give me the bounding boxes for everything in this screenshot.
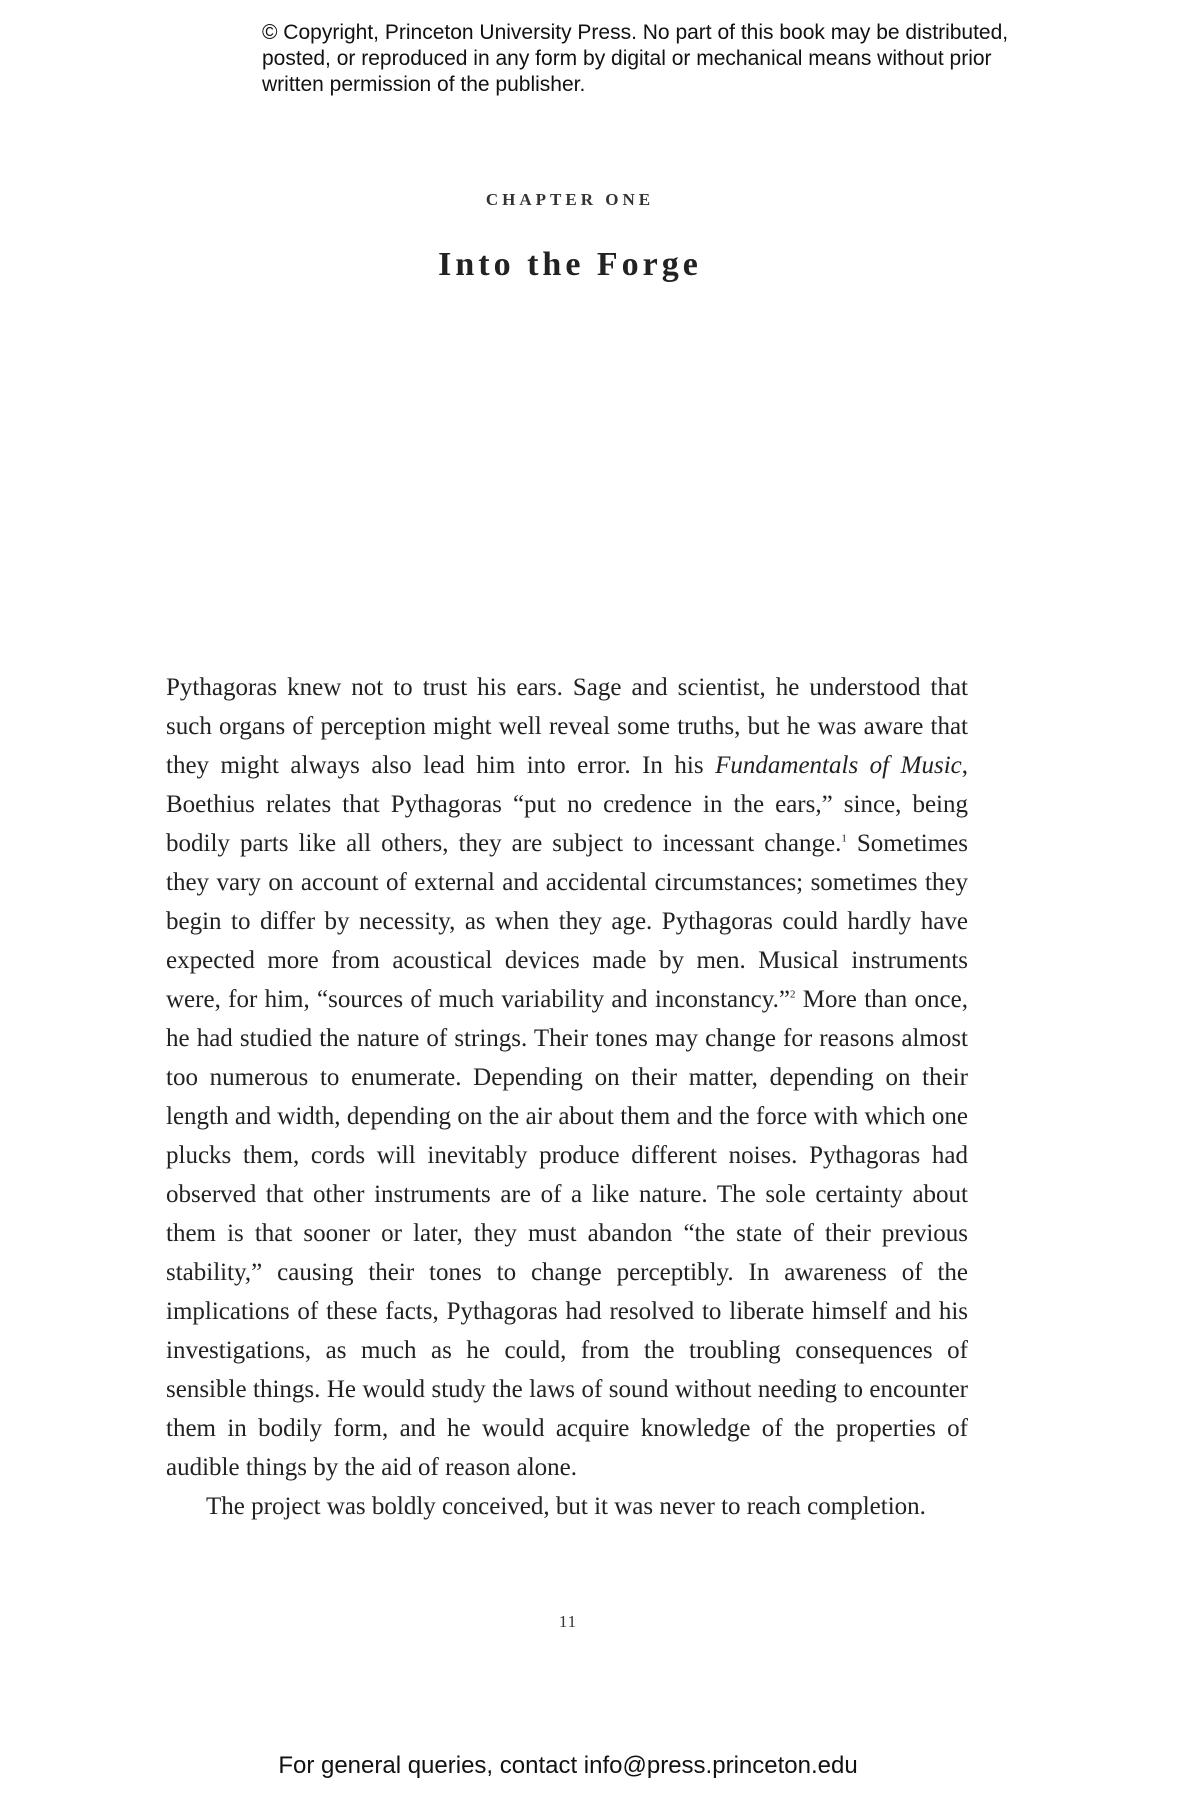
paragraph-1-text-d: More than once, he had studied the nature of strings. Their tones may change for reasons almost too numerous to enumerate. Depending on their matter, depending on their length and width, depending on the air about them and the force with which one plucks them, cords will inevitably produce different noises. Pythagoras had observed that other instruments are of a like nature. The sole certainty about them is that sooner or later, they must abandon “the state of their previous stability,” causing their tones to change perceptibly. In awareness of the implications of these facts, Pythagoras had resolved to liberate himself and his investigations, as much as he could, from the troubling consequences of sensible things. He would study the laws of sound without needing to encounter them in bodily form, and he would acquire knowledge of the properties of audible things by the aid of reason alone. xyxy=(166,986,968,1481)
contact-line: For general queries, contact info@press.princeton.edu xyxy=(278,1752,858,1779)
paragraph-1-text-a: Pythagoras knew not to trust his ears. Sage and scientist, he understood that such organs of perception might well reveal some truths, but he was aware that they might always also lead him into error. In his xyxy=(166,674,968,779)
paragraph-1-text-b: , Boethius relates that Pythagoras “put no credence in the ears,” since, being bodily parts like all others, they are subject to incessant change. xyxy=(166,752,968,857)
paragraph-1 xyxy=(166,668,968,1487)
body-text xyxy=(166,668,968,1526)
footnote-ref-2[interactable]: 2 xyxy=(789,988,796,1001)
paragraph-2: The project was boldly conceived, but it was never to reach completion. xyxy=(206,1493,926,1520)
book-title-italic: Fundamentals of Music xyxy=(715,752,962,779)
page-number: 11 xyxy=(558,1612,578,1631)
copyright-notice: © Copyright, Princeton University Press. No part of this book may be distributed, posted, or reproduced in any form by digital or mechanical means without prior written permission of the publisher. xyxy=(262,21,1009,96)
paragraph-1-text-c: Sometimes they vary on account of external and accidental circumstances; sometimes they begin to differ by necessity, as when they age. Pythagoras could hardly have expected more from acoustical devices made by men. Musical instruments were, for him, “sources of much variability and inconstancy.” xyxy=(166,830,969,1013)
chapter-label: CHAPTER ONE xyxy=(485,190,655,209)
footnote-ref-1[interactable]: 1 xyxy=(841,832,847,845)
chapter-title: Into the Forge xyxy=(438,246,702,283)
